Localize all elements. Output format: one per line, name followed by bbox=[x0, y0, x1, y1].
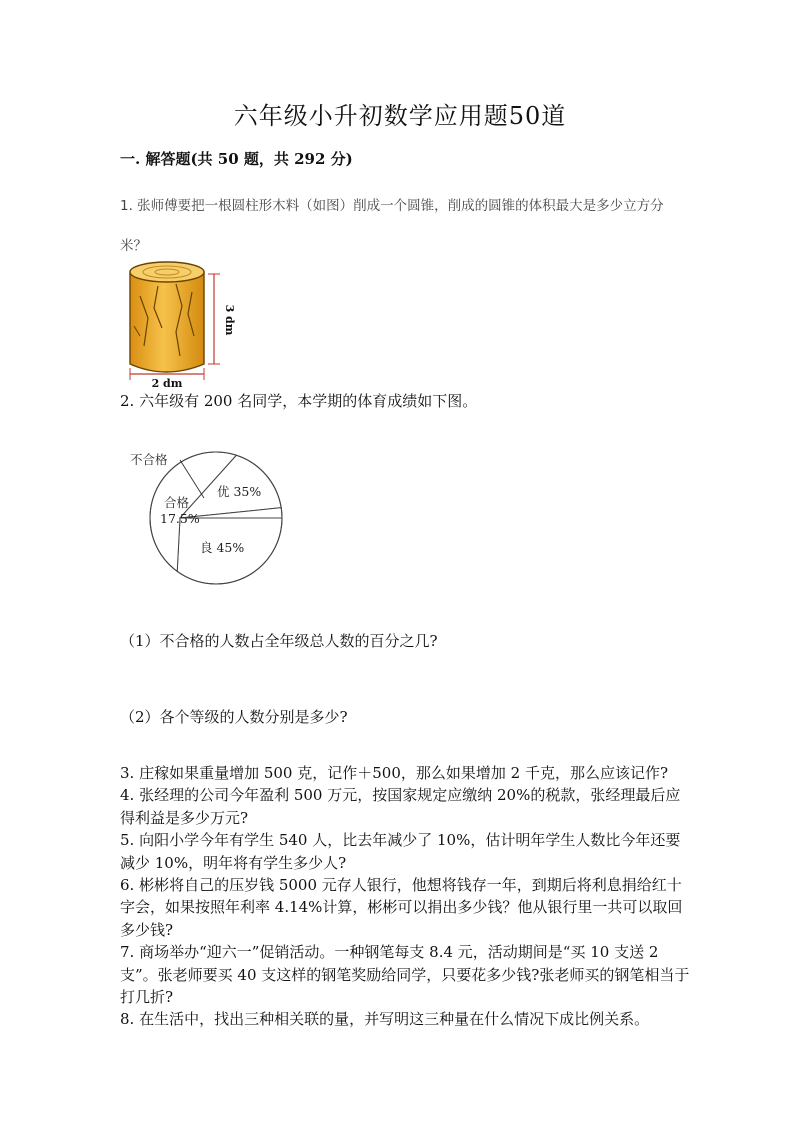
question-2-sub-2: （2）各个等级的人数分别是多少? bbox=[120, 708, 348, 726]
question-2: 2. 六年级有 200 名同学，本学期的体育成绩如下图。 bbox=[120, 392, 478, 410]
section-heading: 一. 解答题(共 50 题，共 292 分) bbox=[120, 150, 353, 168]
label-pass-pct: 17.5% bbox=[160, 511, 200, 526]
question-7: 7. 商场举办“迎六一”促销活动。一种钢笔每支 8.4 元，活动期间是“买 10 支送 2 支”。张老师要买 40 支这样的钢笔奖励给同学，只要花多少钱?张老师买的钢笔相当于打几折? bbox=[120, 943, 690, 1007]
question-1: 1. 张师傅要把一根圆柱形木料（如图）削成一个圆锥，削成的圆锥的体积最大是多少立方分米？ bbox=[120, 198, 664, 254]
question-8: 8. 在生活中，找出三种相关联的量，并写明这三种量在什么情况下成比例关系。 bbox=[120, 1010, 650, 1029]
label-fail: 不合格 bbox=[130, 452, 168, 467]
question-4: 4. 张经理的公司今年盈利 500 万元，按国家规定应缴纳 20%的税款，张经理最后应得利益是多少万元? bbox=[120, 786, 681, 827]
diameter-label: 2 dm bbox=[151, 377, 183, 390]
grade-pie-chart bbox=[120, 444, 290, 592]
question-list bbox=[120, 762, 692, 1031]
question-2-sub-1: （1）不合格的人数占全年级总人数的百分之几? bbox=[120, 632, 438, 650]
cylinder-figure bbox=[118, 256, 236, 390]
question-3: 3. 庄稼如果重量增加 500 克，记作＋500，那么如果增加 2 千克，那么应该记作? bbox=[120, 764, 669, 782]
question-6: 6. 彬彬将自己的压岁钱 5000 元存人银行，他想将钱存一年，到期后将利息捐给红十字会，如果按照年利率 4.14%计算，彬彬可以捐出多少钱？他从银行里一共可以取回多少钱? bbox=[120, 876, 683, 939]
label-excellent: 优 35% bbox=[217, 484, 262, 499]
page-title: 六年级小升初数学应用题50道 bbox=[233, 102, 567, 130]
label-pass-name: 合格 bbox=[164, 495, 190, 510]
question-5: 5. 向阳小学今年有学生 540 人，比去年减少了 10%，估计明年学生人数比今年还要减少 10%，明年将有学生多少人? bbox=[120, 831, 681, 872]
height-label: 3 dm bbox=[223, 304, 236, 336]
label-good: 良 45% bbox=[200, 540, 245, 555]
